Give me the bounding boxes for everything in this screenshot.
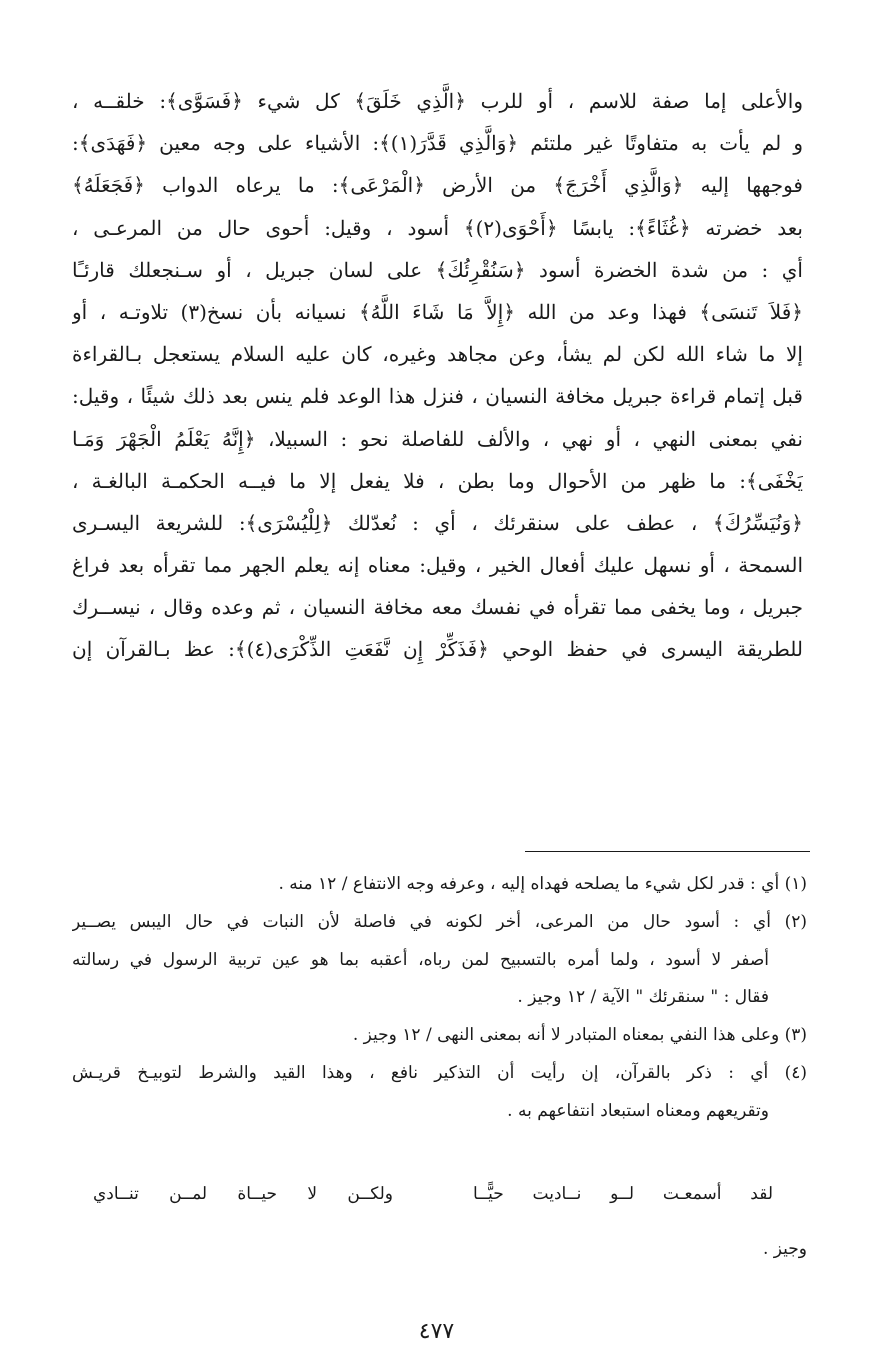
text-line: بعد خضرته ﴿غُثَاءً﴾: يابسًا ﴿أَحْوَى(٢)﴾ أسود ، وقيل: أحوى حال من المرعـى ، — [72, 215, 803, 240]
text-line: جبريل ، وما يخفى مما تقرأه في نفسك معه مخافة النسيان ، ثم وعده وقال ، نيســرك — [72, 595, 803, 620]
footnote-separator — [525, 851, 810, 852]
text-line: و لم يأت به متفاوتًا غير ملتئم ﴿وَالَّذِي قَدَّرَ(١)﴾: الأشياء على وجه معين ﴿فَهَدَى﴾: — [72, 131, 803, 156]
text-line: فوجهها إليه ﴿وَالَّذِي أَخْرَجَ﴾ من الأرض ﴿الْمَرْعَى﴾: ما يرعاه الدواب ﴿فَجَعَلَهُ﴾ — [72, 173, 803, 198]
footnote-line: فقال : " سنقرئك " الآية / ١٢ وجيز . — [517, 987, 769, 1008]
text-line: قبل إتمام قراءة جبريل مخافة النسيان ، فنزل هذا الوعد فلم ينس بعد ذلك شيئًا ، وقيل: — [72, 384, 803, 409]
poetry-verse — [93, 1174, 773, 1214]
text-line: السمحة ، أو نسهل عليك أفعال الخير ، وقيل: معناه إنه يعلم الجهر مما تقرأه بعد فراغ — [72, 553, 803, 578]
page-number: ٤٧٧ — [418, 1319, 455, 1344]
text-line: ﴿وَنُيَسِّرُكَ﴾ ، عطف على سنقرئك ، أي : نُعدّلك ﴿لِلْيُسْرَى﴾: للشريعة اليسـرى — [72, 510, 803, 535]
verse-second-hemistich: ولكــن لا حيــاة لمــن تنــادي — [93, 1184, 393, 1204]
text-line: إلا ما شاء الله لكن لم يشأ، وعن مجاهد وغيره، كان عليه السلام يستعجل بـالقراءة — [72, 342, 803, 367]
footnote-line: وتقريعهم ومعناه استبعاد انتفاعهم به . — [507, 1100, 769, 1121]
text-line: أي : من شدة الخضرة أسود ﴿سَنُقْرِئُكَ﴾ على لسان جبريل ، أو سـنجعلك قارئـًا — [72, 257, 803, 282]
verse-first-hemistich: لقد أسمعـت لــو نــاديت حيًّــا — [473, 1184, 773, 1204]
text-line: ﴿فَلاَ تَنسَى﴾ فهذا وعد من الله ﴿إِلاَّ مَا شَاءَ اللَّهُ﴾ نسيانه بأن نسخ(٣) تلاوتـه ، أو — [72, 299, 803, 324]
footnote-line: (٣) وعلى هذا النفي بمعناه المتبادر لا أنه بمعنى النهى / ١٢ وجيز . — [352, 1025, 807, 1046]
footnotes — [72, 866, 807, 1131]
footnote-line: (١) أي : قدر لكل شيء ما يصلحه فهداه إليه ، وعرفه وجه الانتفاع / ١٢ منه . — [278, 874, 807, 894]
text-line: والأعلى إما صفة للاسم ، أو للرب ﴿الَّذِي خَلَقَ﴾ كل شيء ﴿فَسَوَّى﴾: خلقــه ، — [72, 89, 803, 113]
text-line: نفي بمعنى النهي ، أو نهي ، والألف للفاصلة نحو : السبيلا، ﴿إِنَّهُ يَعْلَمُ الْجَهْرَ وَمَـا — [72, 426, 803, 451]
footnote-line: (٤) أي : ذكر بالقرآن، إن رأيت أن التذكير نافع ، وهذا القيد والشرط لتوبيـخ قريـش — [72, 1062, 807, 1083]
text-line: يَخْفَى﴾: ما ظهر من الأحوال وما بطن ، فلا يفعل إلا ما فيــه الحكمـة البالغـة ، — [72, 468, 803, 493]
footnote-line: أصفر لا أسود ، ولما أمره بالتسبيح لمن رباه، أعقبه بما هو عين تربية الرسول في رسالته — [72, 949, 769, 970]
footnote-line: (٢) أي : أسود حال من المرعى، أخر لكونه في فاصلة لأن النبات في حال اليبس يصــير — [72, 911, 807, 932]
text-line: للطريقة اليسرى في حفظ الوحي ﴿فَذَكِّرْ إِن نَّفَعَتِ الذِّكْرَى(٤)﴾: عظ بـالقرآن إن — [72, 637, 803, 662]
main-text — [72, 80, 803, 671]
verse-source: وجيز . — [762, 1239, 807, 1259]
